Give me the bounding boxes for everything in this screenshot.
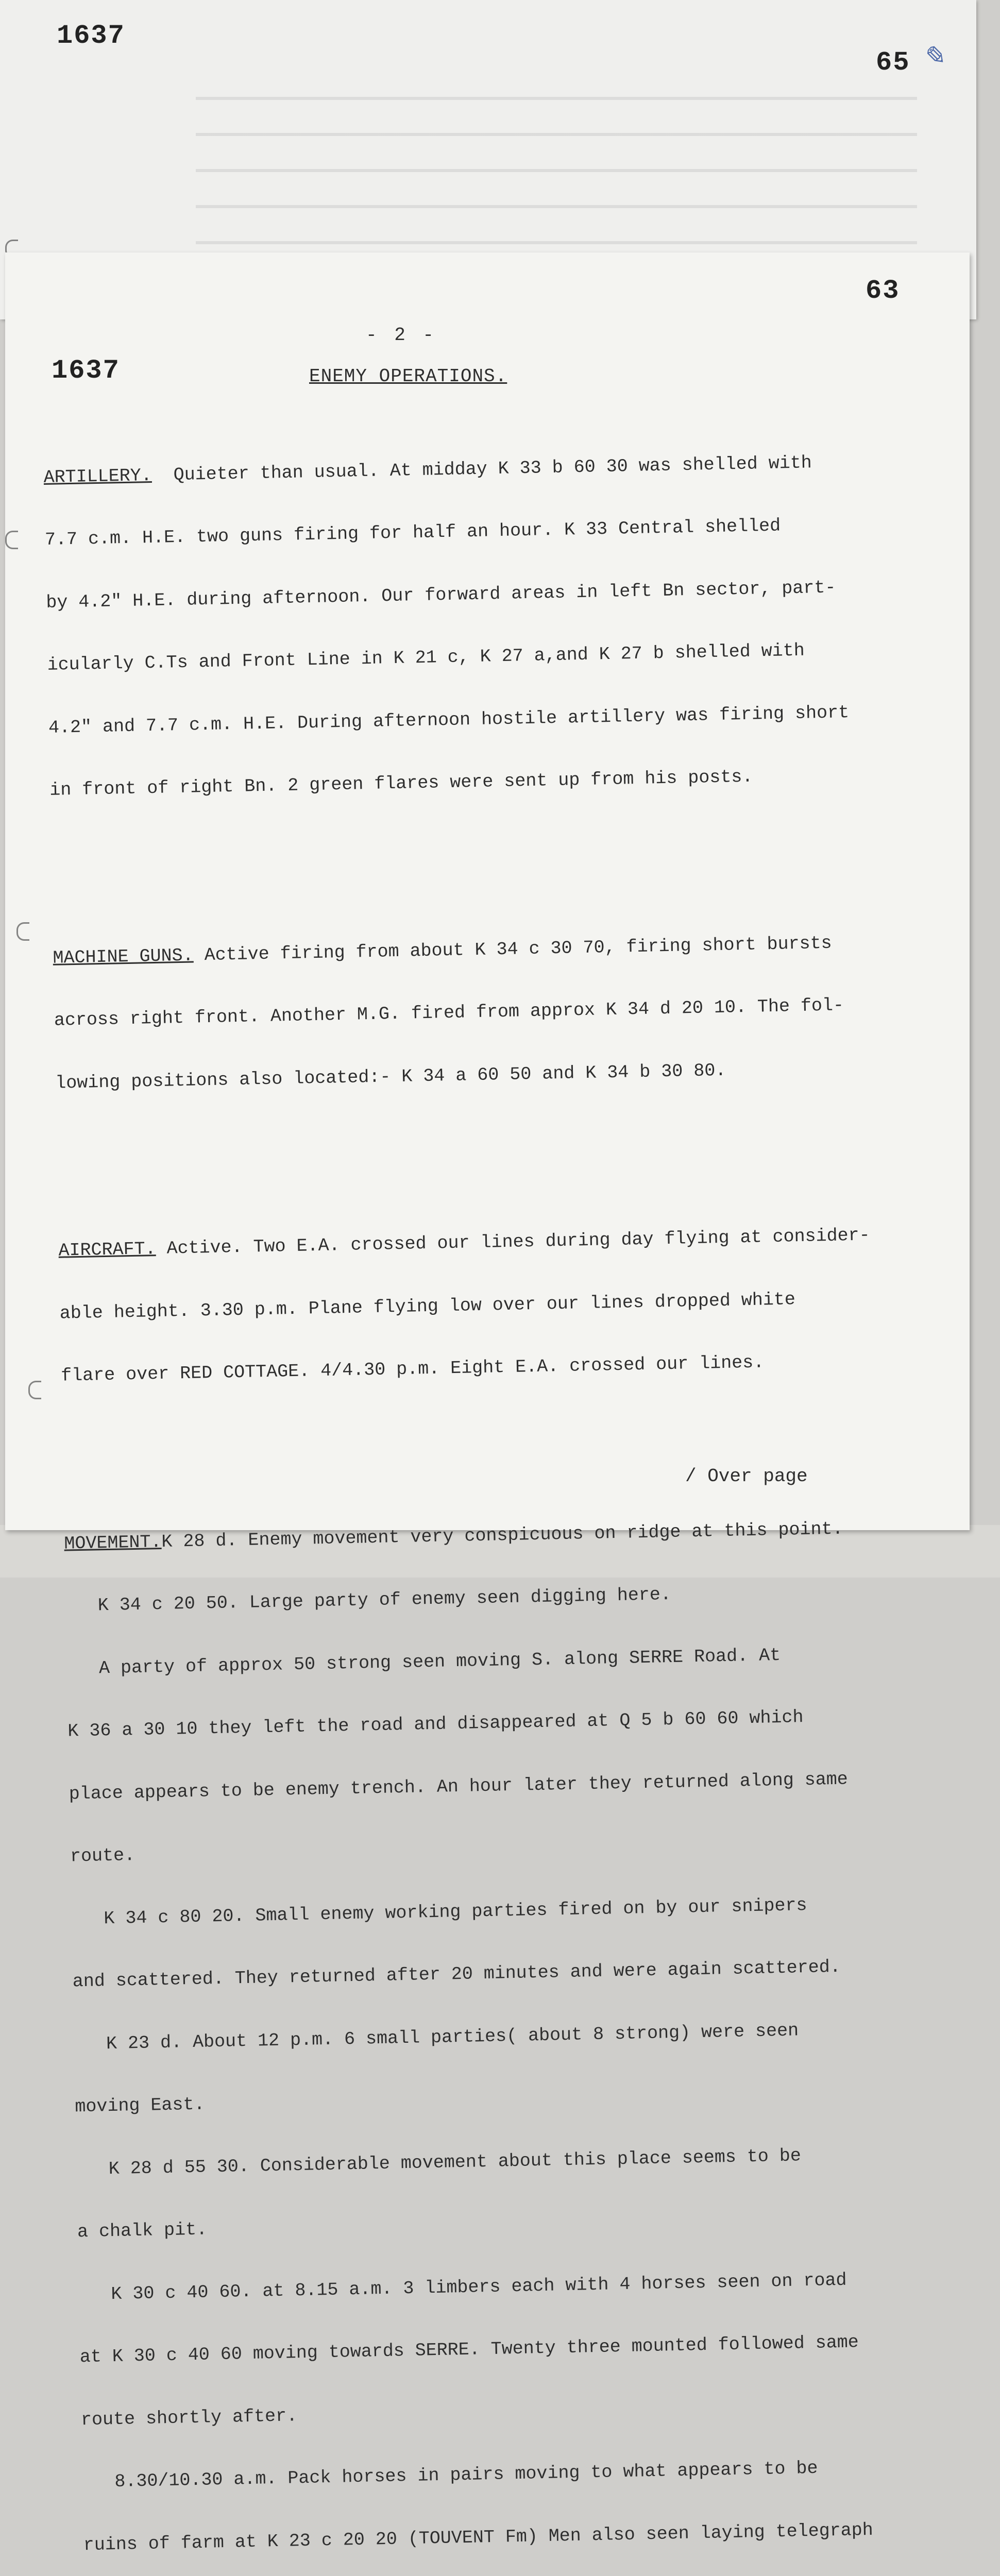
back-page-number: 65 <box>876 47 910 78</box>
text-line: icularly C.Ts and Front Line in K 21 c, K 27 a,and K 27 b shelled with <box>47 640 805 675</box>
punch-hole-icon <box>28 1381 41 1399</box>
punch-hole-icon <box>5 531 18 549</box>
text-line: K 34 c 20 50. Large party of enemy seen digging here. <box>65 1584 672 1617</box>
text-line: Active. Two E.A. crossed our lines during day flying at consider- <box>166 1225 870 1259</box>
text-line: Quieter than usual. At midday K 33 b 60 30 was shelled with <box>173 452 812 485</box>
text-line: Active firing from about K 34 c 30 70, firing short bursts <box>204 933 832 965</box>
text-line: A party of approx 50 strong seen moving S. along SERRE Road. At <box>66 1645 781 1680</box>
text-line: across right front. Another M.G. fired from approx K 34 d 20 10. The fol- <box>54 995 844 1031</box>
text-line: K 30 c 40 60. at 8.15 a.m. 3 limbers each with 4 horses seen on road <box>78 2269 847 2305</box>
pencil-annotation-icon: ✎ <box>920 40 947 74</box>
text-line: lowing positions also located:- K 34 a 60 50 and K 34 b 30 80. <box>55 1060 726 1094</box>
section-heading: MACHINE GUNS. <box>53 945 194 969</box>
sheet-ref-number: 1637 <box>52 355 120 386</box>
section-heading: MOVEMENT. <box>64 1531 162 1554</box>
text-line: K 36 a 30 10 they left the road and disappeared at Q 5 b 60 60 which <box>67 1707 804 1742</box>
text-line: route shortly after. <box>80 2405 298 2430</box>
text-line: K 28 d 55 30. Considerable movement about this place seems to be <box>76 2145 802 2180</box>
text-line: able height. 3.30 p.m. Plane flying low over our lines dropped white <box>59 1289 796 1324</box>
text-line: at K 30 c 40 60 moving towards SERRE. Twenty three mounted followed same <box>79 2332 859 2368</box>
text-line: flare over RED COTTAGE. 4/4.30 p.m. Eight E.A. crossed our lines. <box>60 1352 765 1386</box>
section-aircraft <box>58 1223 975 1262</box>
text-line: a chalk pit. <box>77 2219 208 2243</box>
text-line: by 4.2" H.E. during afternoon. Our forward areas in left Bn sector, part- <box>45 577 836 613</box>
text-line: K 28 d. Enemy movement very conspicuous on ridge at this point. <box>161 1518 843 1552</box>
text-line: 7.7 c.m. H.E. two guns firing for half an hour. K 33 Central shelled <box>44 515 781 550</box>
section-movement <box>64 1516 981 1554</box>
text-line: in front of right Bn. 2 green flares were sent up from his posts. <box>49 766 753 801</box>
text-line: and scattered. They returned after 20 minutes and were again scattered. <box>72 1956 841 1992</box>
back-ref-number: 1637 <box>57 21 125 51</box>
text-line: place appears to be enemy trench. An hour later they returned along same <box>69 1768 849 1804</box>
text-line: 8.30/10.30 a.m. Pack horses in pairs moving to what appears to be <box>82 2458 818 2493</box>
sheet-page-number: 63 <box>866 276 900 306</box>
text-line: 4.2" and 7.7 c.m. H.E. During afternoon hostile artillery was firing short <box>48 702 850 738</box>
text-line: ruins of farm at K 23 c 20 20 (TOUVENT Fm) Men also seen laying telegraph <box>83 2519 874 2555</box>
over-page-note: / Over page <box>685 1466 808 1487</box>
faded-back-text <box>196 77 917 247</box>
typed-report-sheet <box>5 252 970 2555</box>
section-artillery <box>43 449 960 488</box>
page-marker: - 2 - <box>366 325 437 346</box>
section-heading: AIRCRAFT. <box>58 1239 156 1261</box>
section-heading: ARTILLERY. <box>43 465 152 488</box>
punch-hole-icon <box>16 922 29 941</box>
text-line: K 34 c 80 20. Small enemy working parties fired on by our snipers <box>71 1894 807 1929</box>
report-body <box>42 387 1000 2576</box>
text-line: moving East. <box>75 2094 205 2117</box>
document-title: ENEMY OPERATIONS. <box>309 366 507 387</box>
text-line: K 23 d. About 12 p.m. 6 small parties( about 8 strong) were seen <box>73 2020 799 2055</box>
section-machine-guns <box>53 930 970 969</box>
text-line: route. <box>70 1845 135 1867</box>
